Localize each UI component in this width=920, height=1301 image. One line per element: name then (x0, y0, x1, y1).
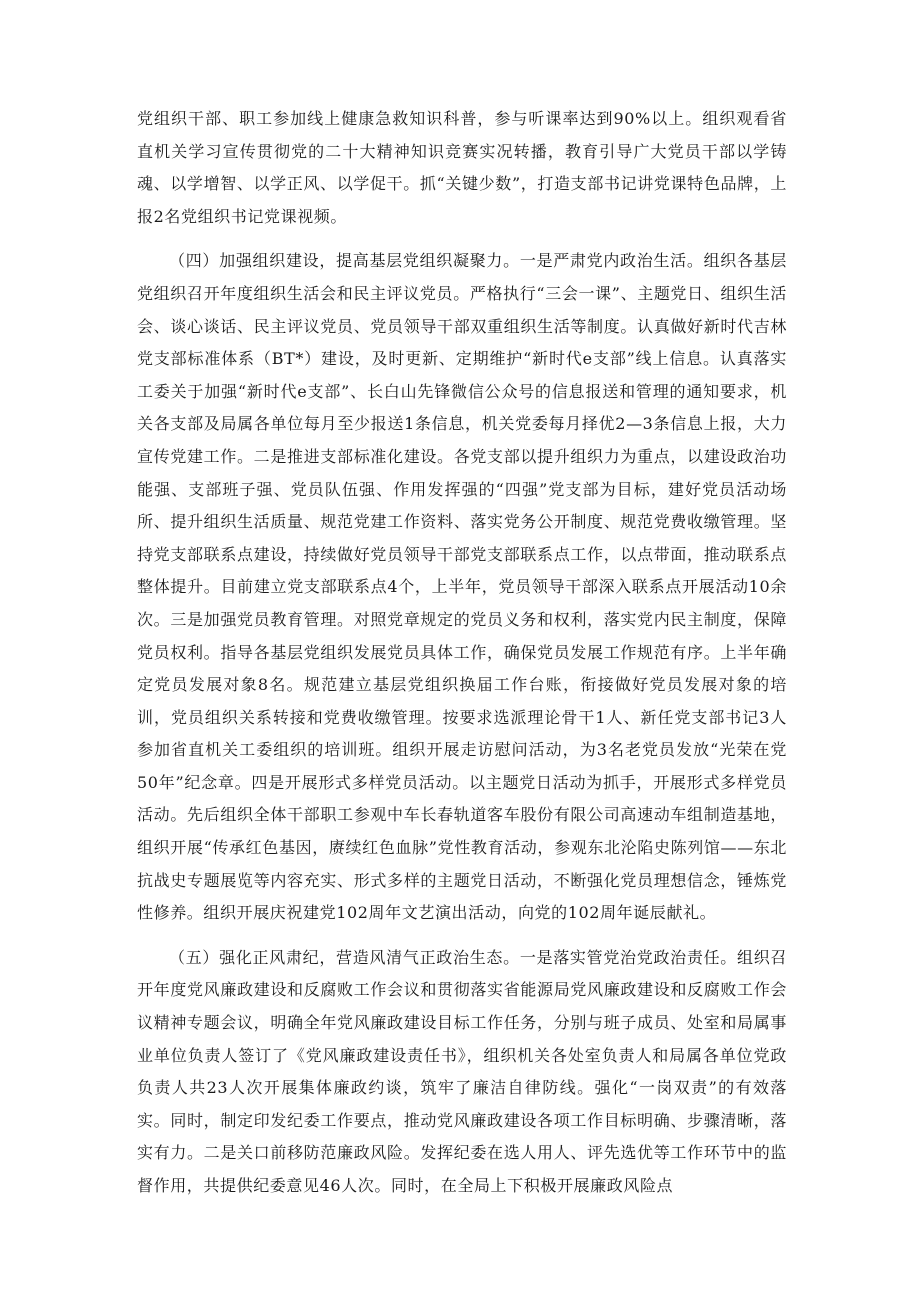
paragraph-organization-building: （四）加强组织建设，提高基层党组织凝聚力。一是严肃党内政治生活。组织各基层党组织召开年度组织生活会和民主评议党员。严格执行“三会一课”、主题党日、组织生活会、谈心谈话、民主评议党员、党员领导干部双重组织生活等制度。认真做好新时代吉林党支部标准体系（BT*）建设，及时更新、定期维护“新时代e支部”线上信息。认真落实工委关于加强“新时代e支部”、长白山先锋微信公众号的信息报送和管理的通知要求，机关各支部及局属各单位每月至少报送1条信息，机关党委每月择优2—3条信息上报，大力宣传党建工作。二是推进支部标准化建设。各党支部以提升组织力为重点，以建设政治功能强、支部班子强、党员队伍强、作用发挥强的“四强”党支部为目标，建好党员活动场所、提升组织生活质量、规范党建工作资料、落实党务公开制度、规范党费收缴管理。坚持党支部联系点建设，持续做好党员领导干部党支部联系点工作，以点带面，推动联系点整体提升。目前建立党支部联系点4个，上半年，党员领导干部深入联系点开展活动10余次。三是加强党员教育管理。对照党章规定的党员义务和权利，落实党内民主制度，保障党员权利。指导各基层党组织发展党员具体工作，确保党员发展工作规范有序。上半年确定党员发展对象8名。规范建立基层党组织换届工作台账，衔接做好党员发展对象的培训，党员组织关系转接和党费收缴管理。按要求选派理论骨干1人、新任党支部书记3人参加省直机关工委组织的培训班。组织开展走访慰问活动，为3名老党员发放“光荣在党50年”纪念章。四是开展形式多样党员活动。以主题党日活动为抓手，开展形式多样党员活动。先后组织全体干部职工参观中车长春轨道客车股份有限公司高速动车组制造基地，组织开展“传承红色基因，赓续红色血脉”党性教育活动，参观东北沦陷史陈列馆——东北抗战史专题展览等内容充实、形式多样的主题党日活动，不断强化党员理想信念，锤炼党性修养。组织开展庆祝建党102周年文艺演出活动，向党的102周年诞辰献礼。 (137, 251, 787, 923)
paragraph-discipline-integrity: （五）强化正风肃纪，营造风清气正政治生态。一是落实管党治党政治责任。组织召开年度党风廉政建设和反腐败工作会议和贯彻落实省能源局党风廉政建设和反腐败工作会议精神专题会议，明确全年党风廉政建设目标工作任务，分别与班子成员、处室和局属事业单位负责人签订了《党风廉政建设责任书》，组织机关各处室负责人和局属各单位党政负责人共23人次开展集体廉政约谈，筑牢了廉洁自律防线。强化“一岗双责”的有效落实。同时，制定印发纪委工作要点，推动党风廉政建设各项工作目标明确、步骤清晰，落实有力。二是关口前移防范廉政风险。发挥纪委在选人用人、评先选优等工作环节中的监督作用，共提供纪委意见46人次。同时，在全局上下积极开展廉政风险点 (137, 947, 787, 1195)
document-body (137, 103, 787, 1203)
paragraph-gap (137, 233, 787, 245)
paragraph-party-education-continued: 党组织干部、职工参加线上健康急救知识科普，参与听课率达到90%以上。组织观看省直机关学习宣传贯彻党的二十大精神知识竞赛实况转播，教育引导广大党员干部以学铸魂、以学增智、以学正风、以学促干。抓“关键少数”，打造支部书记讲党课特色品牌，上报2名党组织书记党课视频。 (137, 109, 787, 226)
paragraph-gap (137, 930, 787, 942)
